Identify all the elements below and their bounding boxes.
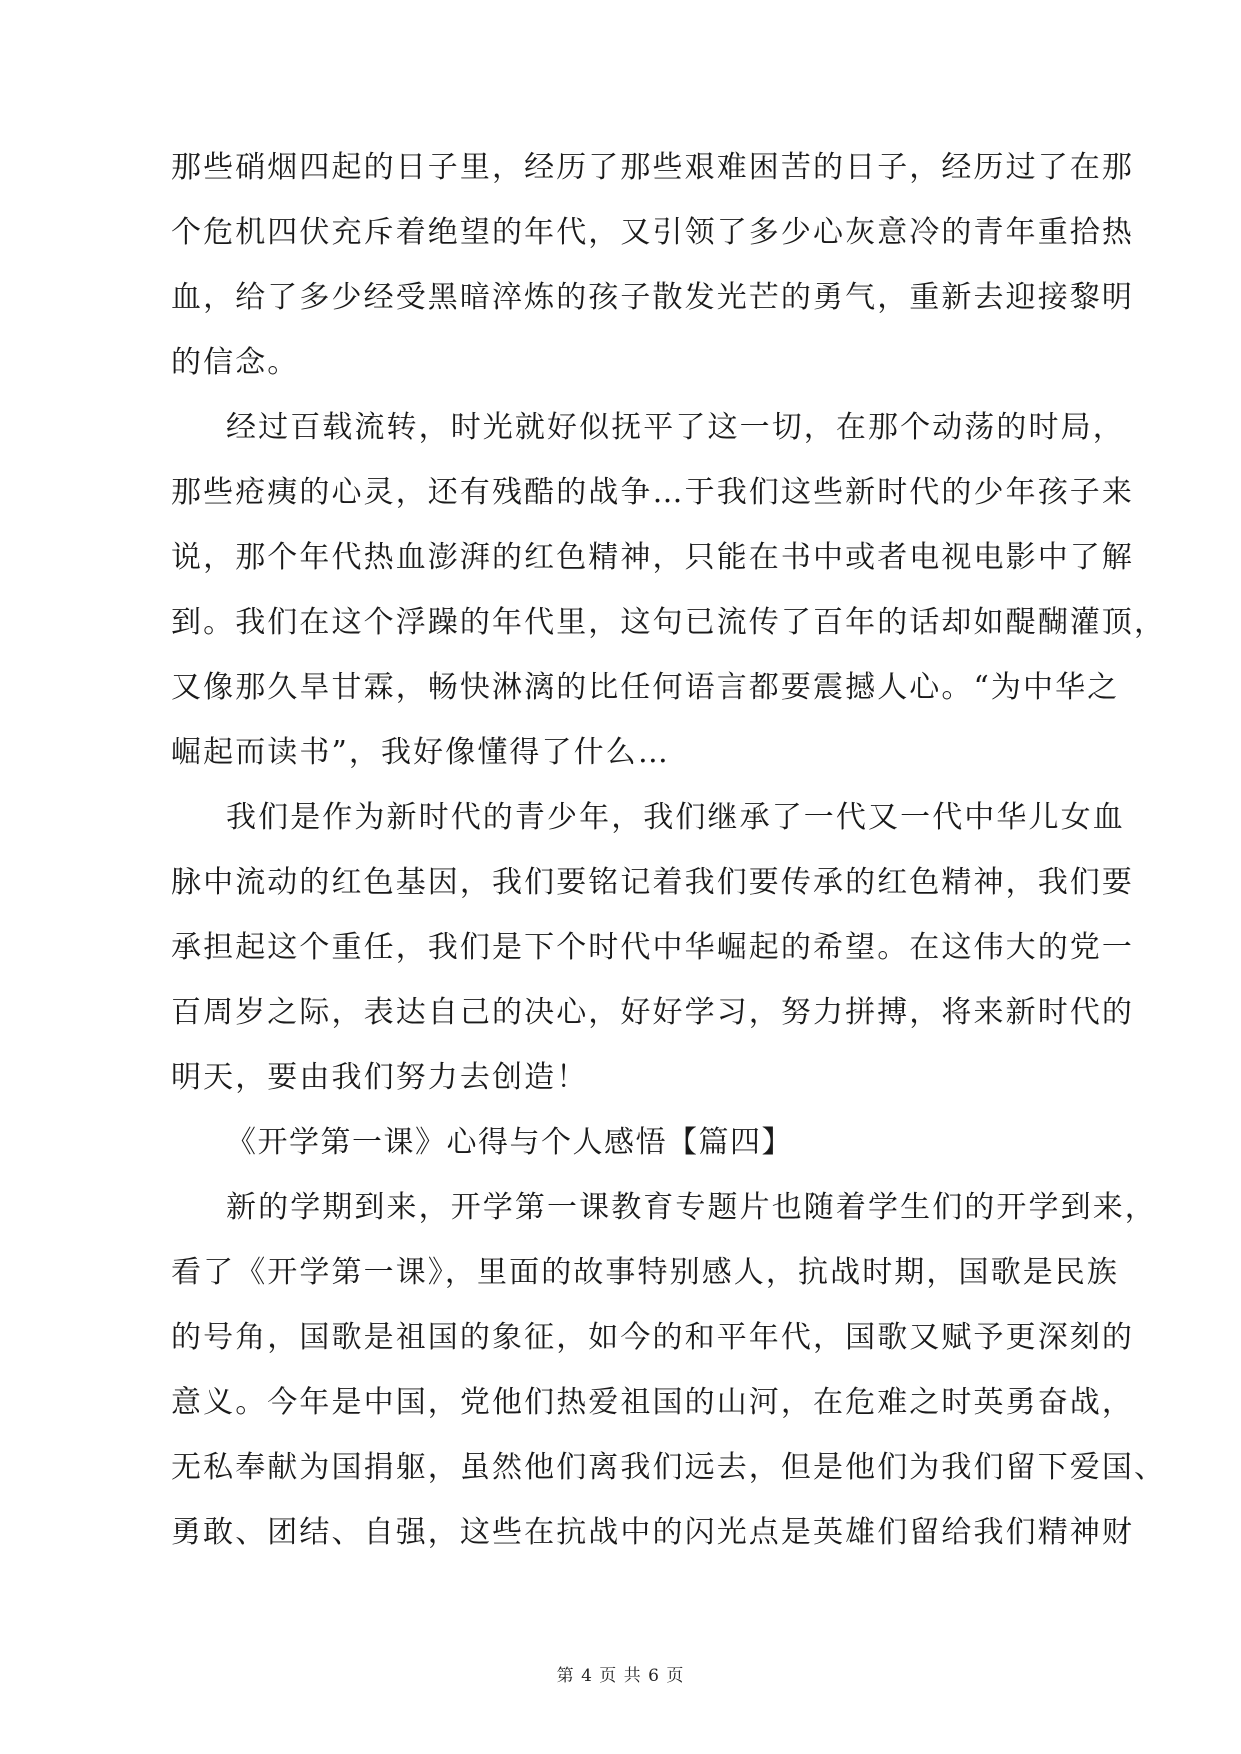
paragraph-4-line-3: 的号角，国歌是祖国的象征，如今的和平年代，国歌又赋予更深刻的	[171, 1320, 1134, 1355]
section-heading: 《开学第一课》心得与个人感悟【篇四】	[226, 1125, 793, 1160]
paragraph-2-line-1: 经过百载流转，时光就好似抚平了这一切，在那个动荡的时局，	[226, 410, 1125, 445]
paragraph-2-line-6: 崛起而读书”，我好像懂得了什么…	[171, 735, 670, 770]
paragraph-4-line-1: 新的学期到来，开学第一课教育专题片也随着学生们的开学到来，	[226, 1190, 1157, 1225]
paragraph-2-line-3: 说，那个年代热血澎湃的红色精神，只能在书中或者电视电影中了解	[171, 540, 1134, 575]
page-number-footer: 第 4 页 共 6 页	[556, 1666, 685, 1686]
paragraph-4-line-6: 勇敢、团结、自强，这些在抗战中的闪光点是英雄们留给我们精神财	[171, 1515, 1134, 1550]
paragraph-4-line-5: 无私奉献为国捐躯，虽然他们离我们远去，但是他们为我们留下爱国、	[171, 1450, 1167, 1485]
paragraph-1-line-4: 的信念。	[171, 345, 300, 380]
paragraph-1-line-2: 个危机四伏充斥着绝望的年代，又引领了多少心灰意冷的青年重拾热	[171, 215, 1134, 250]
paragraph-1-line-3: 血，给了多少经受黑暗淬炼的孩子散发光芒的勇气，重新去迎接黎明	[171, 280, 1134, 315]
paragraph-3-line-5: 明天，要由我们努力去创造！	[171, 1060, 589, 1095]
paragraph-4-line-2: 看了《开学第一课》，里面的故事特别感人，抗战时期，国歌是民族	[171, 1255, 1119, 1290]
paragraph-3-line-2: 脉中流动的红色基因，我们要铭记着我们要传承的红色精神，我们要	[171, 865, 1134, 900]
paragraph-4-line-4: 意义。今年是中国，党他们热爱祖国的山河，在危难之时英勇奋战，	[171, 1385, 1134, 1420]
paragraph-2-line-5: 又像那久旱甘霖，畅快淋漓的比任何语言都要震撼人心。“为中华之	[171, 670, 1120, 705]
paragraph-2-line-2: 那些疮痍的心灵，还有残酷的战争…于我们这些新时代的少年孩子来	[171, 475, 1134, 510]
paragraph-3-line-4: 百周岁之际，表达自己的决心，好好学习，努力拼搏，将来新时代的	[171, 995, 1134, 1030]
paragraph-1-line-1: 那些硝烟四起的日子里，经历了那些艰难困苦的日子，经历过了在那	[171, 150, 1134, 185]
paragraph-3-line-1: 我们是作为新时代的青少年，我们继承了一代又一代中华儿女血	[226, 800, 1125, 835]
paragraph-2-line-4: 到。我们在这个浮躁的年代里，这句已流传了百年的话却如醍醐灌顶，	[171, 605, 1167, 640]
paragraph-3-line-3: 承担起这个重任，我们是下个时代中华崛起的希望。在这伟大的党一	[171, 930, 1134, 965]
